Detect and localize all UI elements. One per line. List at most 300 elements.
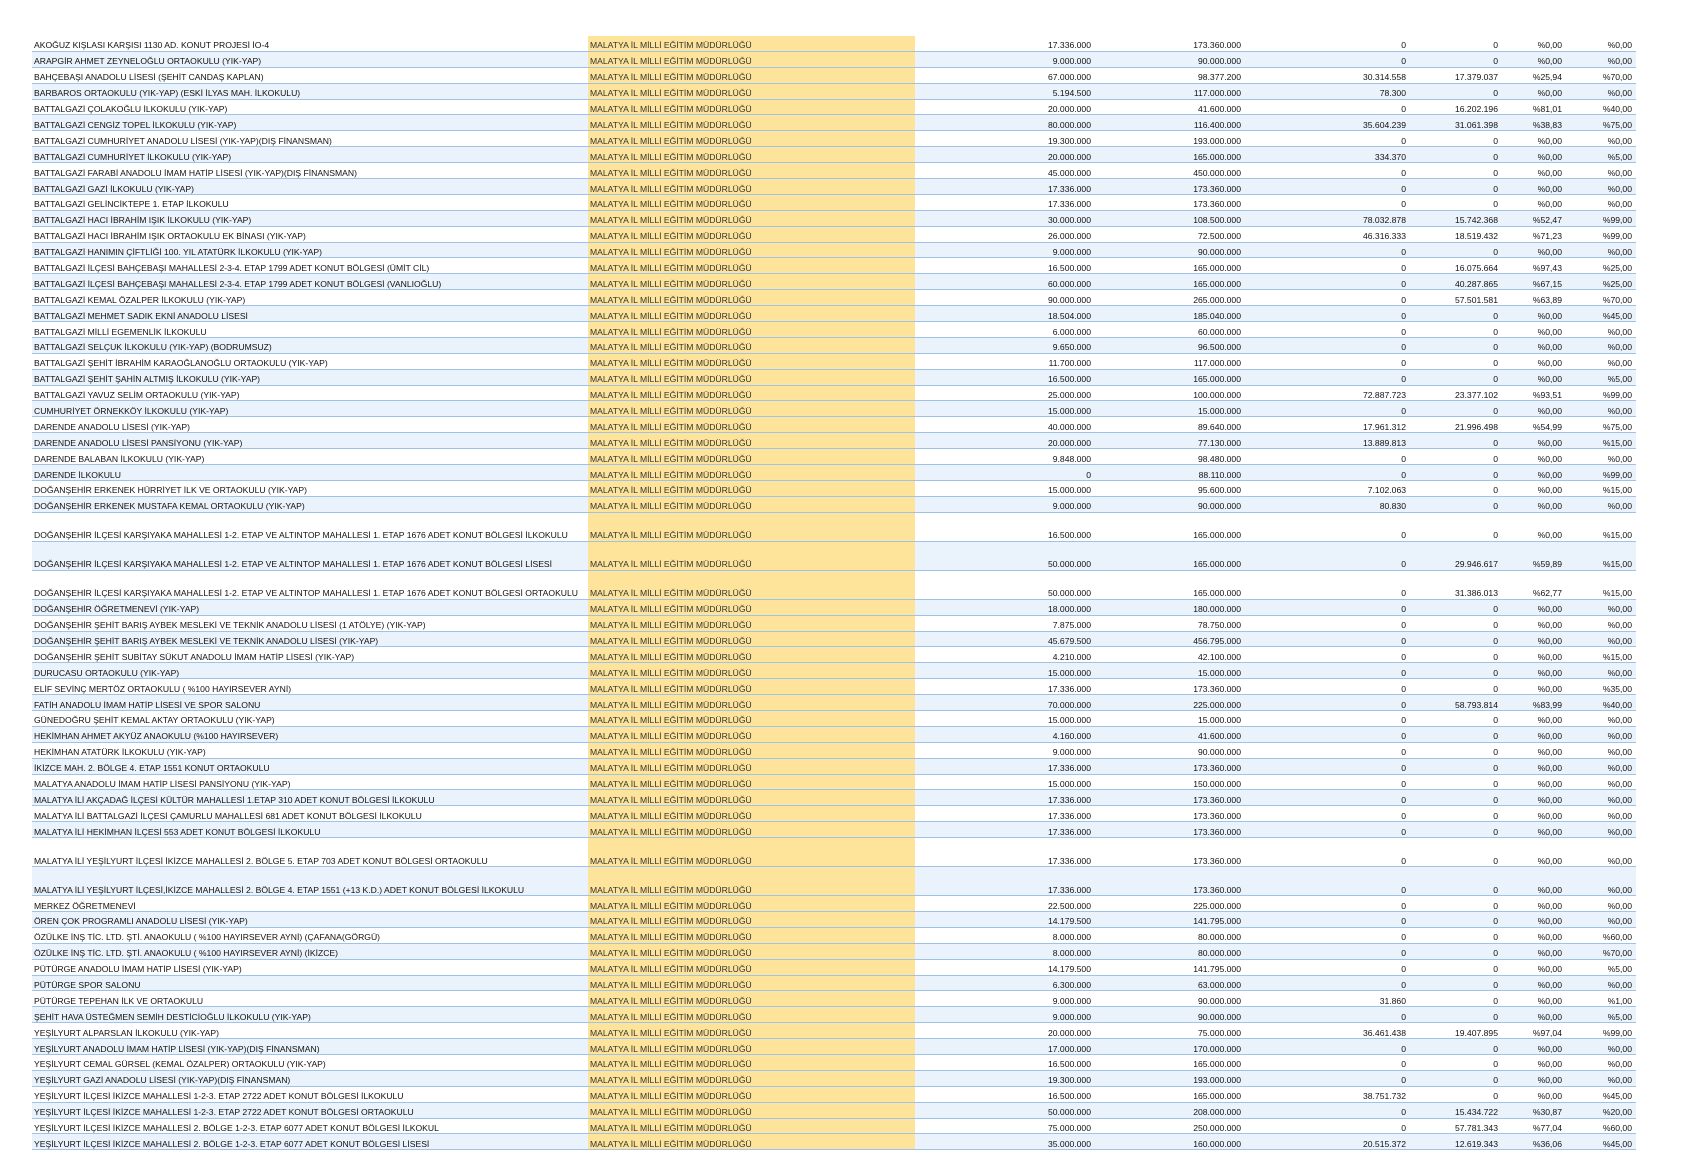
spending-rate-cell: %0,00 [1502,465,1566,481]
table-row [32,774,1636,790]
project-name-cell: İKİZCE MAH. 2. BÖLGE 4. ETAP 1551 KONUT ORTAOKULU [32,758,588,774]
table-row [32,163,1636,179]
project-cost-cell: 180.000.000 [1095,599,1245,615]
organization-cell: MALATYA İL MİLLİ EĞİTİM MÜDÜRLÜĞÜ [588,401,915,417]
current-spending-cell: 16.075.664 [1410,258,1502,274]
project-cost-cell: 165.000.000 [1095,147,1245,163]
allowance-cell: 9.848.000 [915,449,1095,465]
prior-spending-cell: 0 [1245,258,1410,274]
prior-spending-cell: 0 [1245,353,1410,369]
project-cost-cell: 78.750.000 [1095,615,1245,631]
table-row [32,496,1636,512]
organization-cell: MALATYA İL MİLLİ EĞİTİM MÜDÜRLÜĞÜ [588,480,915,496]
allowance-cell: 50.000.000 [915,541,1095,570]
organization-cell: MALATYA İL MİLLİ EĞİTİM MÜDÜRLÜĞÜ [588,774,915,790]
current-spending-cell: 0 [1410,599,1502,615]
physical-progress-cell: %35,00 [1566,679,1636,695]
physical-progress-cell: %0,00 [1566,194,1636,210]
organization-cell: MALATYA İL MİLLİ EĞİTİM MÜDÜRLÜĞÜ [588,210,915,226]
allowance-cell: 14.179.500 [915,959,1095,975]
project-name-cell: BATTALGAZİ HANIMIN ÇİFTLİĞİ 100. YIL ATATÜRK İLKOKULU (YIK-YAP) [32,242,588,258]
project-name-cell: YEŞİLYURT İLÇESİ İKİZCE MAHALLESİ 1-2-3. ETAP 2722 ADET KONUT BÖLGESİ ORTAOKULU [32,1102,588,1118]
project-name-cell: ŞEHİT HAVA ÜSTEĞMEN SEMİH DESTİCİOĞLU İLKOKULU (YIK-YAP) [32,1007,588,1023]
spending-rate-cell: %0,00 [1502,710,1566,726]
allowance-cell: 4.210.000 [915,647,1095,663]
allowance-cell: 45.000.000 [915,163,1095,179]
spending-rate-cell: %71,23 [1502,226,1566,242]
allowance-cell: 17.336.000 [915,867,1095,896]
project-name-cell: BATTALGAZİ ŞEHİT ŞAHİN ALTMIŞ İLKOKULU (YIK-YAP) [32,369,588,385]
spending-rate-cell: %59,89 [1502,541,1566,570]
physical-progress-cell: %0,00 [1566,615,1636,631]
physical-progress-cell: %25,00 [1566,274,1636,290]
project-name-cell: BATTALGAZİ İLÇESİ BAHÇEBAŞI MAHALLESİ 2-3-4. ETAP 1799 ADET KONUT BÖLGESİ (ÜMİT CİL) [32,258,588,274]
spending-rate-cell: %0,00 [1502,369,1566,385]
project-cost-cell: 165.000.000 [1095,570,1245,599]
project-name-cell: HEKİMHAN AHMET AKYÜZ ANAOKULU (%100 HAYIRSEVER) [32,726,588,742]
table-row [32,99,1636,115]
physical-progress-cell: %75,00 [1566,417,1636,433]
allowance-cell: 19.300.000 [915,131,1095,147]
organization-cell: MALATYA İL MİLLİ EĞİTİM MÜDÜRLÜĞÜ [588,433,915,449]
project-cost-cell: 63.000.000 [1095,975,1245,991]
project-cost-cell: 41.600.000 [1095,99,1245,115]
project-cost-cell: 60.000.000 [1095,322,1245,338]
allowance-cell: 25.000.000 [915,385,1095,401]
project-name-cell: MALATYA ANADOLU İMAM HATİP LİSESİ PANSİYONU (YIK-YAP) [32,774,588,790]
project-name-cell: DURUCASU ORTAOKULU (YIK-YAP) [32,663,588,679]
project-name-cell: BATTALGAZİ İLÇESİ BAHÇEBAŞI MAHALLESİ 2-3-4. ETAP 1799 ADET KONUT BÖLGESİ (VANLIOĞLU) [32,274,588,290]
physical-progress-cell: %5,00 [1566,369,1636,385]
organization-cell: MALATYA İL MİLLİ EĞİTİM MÜDÜRLÜĞÜ [588,226,915,242]
allowance-cell: 16.500.000 [915,1086,1095,1102]
spending-rate-cell: %81,01 [1502,99,1566,115]
table-row [32,631,1636,647]
organization-cell: MALATYA İL MİLLİ EĞİTİM MÜDÜRLÜĞÜ [588,911,915,927]
allowance-cell: 70.000.000 [915,695,1095,711]
table-row [32,337,1636,353]
project-cost-cell: 98.377.200 [1095,67,1245,83]
spending-rate-cell: %67,15 [1502,274,1566,290]
current-spending-cell: 0 [1410,774,1502,790]
spending-rate-cell: %0,00 [1502,306,1566,322]
project-cost-cell: 41.600.000 [1095,726,1245,742]
prior-spending-cell: 0 [1245,1102,1410,1118]
physical-progress-cell: %0,00 [1566,131,1636,147]
table-row [32,1054,1636,1070]
spending-rate-cell: %0,00 [1502,337,1566,353]
spending-rate-cell: %0,00 [1502,679,1566,695]
organization-cell: MALATYA İL MİLLİ EĞİTİM MÜDÜRLÜĞÜ [588,1039,915,1055]
current-spending-cell: 0 [1410,1039,1502,1055]
prior-spending-cell: 0 [1245,774,1410,790]
allowance-cell: 0 [915,465,1095,481]
allowance-cell: 20.000.000 [915,1023,1095,1039]
physical-progress-cell: %5,00 [1566,959,1636,975]
table-row [32,1118,1636,1134]
organization-cell: MALATYA İL MİLLİ EĞİTİM MÜDÜRLÜĞÜ [588,742,915,758]
project-cost-cell: 15.000.000 [1095,401,1245,417]
table-row [32,1134,1636,1150]
physical-progress-cell: %45,00 [1566,306,1636,322]
physical-progress-cell: %20,00 [1566,1102,1636,1118]
project-cost-cell: 117.000.000 [1095,83,1245,99]
organization-cell: MALATYA İL MİLLİ EĞİTİM MÜDÜRLÜĞÜ [588,695,915,711]
organization-cell: MALATYA İL MİLLİ EĞİTİM MÜDÜRLÜĞÜ [588,99,915,115]
prior-spending-cell: 0 [1245,242,1410,258]
project-cost-cell: 141.795.000 [1095,911,1245,927]
spending-rate-cell: %0,00 [1502,433,1566,449]
table-row [32,742,1636,758]
table-row [32,1070,1636,1086]
project-cost-cell: 173.360.000 [1095,36,1245,51]
spending-rate-cell: %0,00 [1502,480,1566,496]
allowance-cell: 17.336.000 [915,806,1095,822]
prior-spending-cell: 0 [1245,541,1410,570]
table-row [32,663,1636,679]
prior-spending-cell: 0 [1245,322,1410,338]
allowance-cell: 9.000.000 [915,51,1095,67]
spending-rate-cell: %0,00 [1502,449,1566,465]
spending-rate-cell: %0,00 [1502,512,1566,541]
physical-progress-cell: %0,00 [1566,36,1636,51]
current-spending-cell: 0 [1410,83,1502,99]
organization-cell: MALATYA İL MİLLİ EĞİTİM MÜDÜRLÜĞÜ [588,1086,915,1102]
project-cost-cell: 173.360.000 [1095,758,1245,774]
project-cost-cell: 90.000.000 [1095,51,1245,67]
current-spending-cell: 58.793.814 [1410,695,1502,711]
allowance-cell: 45.679.500 [915,631,1095,647]
allowance-cell: 16.500.000 [915,512,1095,541]
current-spending-cell: 0 [1410,337,1502,353]
project-cost-cell: 193.000.000 [1095,131,1245,147]
project-cost-cell: 72.500.000 [1095,226,1245,242]
allowance-cell: 17.336.000 [915,838,1095,867]
physical-progress-cell: %0,00 [1566,896,1636,912]
physical-progress-cell: %99,00 [1566,210,1636,226]
current-spending-cell: 0 [1410,663,1502,679]
project-name-cell: AKOĞUZ KIŞLASI KARŞISI 1130 AD. KONUT PROJESİ İO-4 [32,36,588,51]
spending-rate-cell: %0,00 [1502,975,1566,991]
physical-progress-cell: %99,00 [1566,465,1636,481]
prior-spending-cell: 0 [1245,274,1410,290]
organization-cell: MALATYA İL MİLLİ EĞİTİM MÜDÜRLÜĞÜ [588,943,915,959]
project-name-cell: MALATYA İLİ HEKİMHAN İLÇESİ 553 ADET KONUT BÖLGESİ İLKOKULU [32,822,588,838]
project-cost-cell: 141.795.000 [1095,959,1245,975]
physical-progress-cell: %60,00 [1566,1118,1636,1134]
current-spending-cell: 31.061.398 [1410,115,1502,131]
table-row [32,83,1636,99]
allowance-cell: 20.000.000 [915,433,1095,449]
organization-cell: MALATYA İL MİLLİ EĞİTİM MÜDÜRLÜĞÜ [588,496,915,512]
prior-spending-cell: 0 [1245,570,1410,599]
table-row [32,480,1636,496]
table-row [32,465,1636,481]
project-name-cell: ELİF SEVİNÇ MERTÖZ ORTAOKULU ( %100 HAYIRSEVER AYNİ) [32,679,588,695]
spending-rate-cell: %0,00 [1502,1054,1566,1070]
table-row [32,570,1636,599]
prior-spending-cell: 13.889.813 [1245,433,1410,449]
physical-progress-cell: %60,00 [1566,927,1636,943]
project-name-cell: BATTALGAZİ GAZİ İLKOKULU (YIK-YAP) [32,179,588,195]
project-name-cell: CUMHURİYET ÖRNEKKÖY İLKOKULU (YIK-YAP) [32,401,588,417]
organization-cell: MALATYA İL MİLLİ EĞİTİM MÜDÜRLÜĞÜ [588,512,915,541]
current-spending-cell: 0 [1410,369,1502,385]
project-cost-cell: 100.000.000 [1095,385,1245,401]
prior-spending-cell: 0 [1245,51,1410,67]
prior-spending-cell: 0 [1245,369,1410,385]
project-name-cell: DARENDE ANADOLU LİSESİ (YIK-YAP) [32,417,588,433]
current-spending-cell: 0 [1410,647,1502,663]
project-name-cell: BATTALGAZİ MEHMET SADIK EKNİ ANADOLU LİSESİ [32,306,588,322]
physical-progress-cell: %15,00 [1566,433,1636,449]
spreadsheet [32,36,1636,1150]
spending-rate-cell: %77,04 [1502,1118,1566,1134]
organization-cell: MALATYA İL MİLLİ EĞİTİM MÜDÜRLÜĞÜ [588,147,915,163]
spending-rate-cell: %0,00 [1502,758,1566,774]
current-spending-cell: 0 [1410,975,1502,991]
physical-progress-cell: %15,00 [1566,647,1636,663]
project-name-cell: ÖZÜLKE İNŞ TİC. LTD. ŞTİ. ANAOKULU ( %100 HAYIRSEVER AYNİ) (ÇAFANA(GÖRGÜ) [32,927,588,943]
prior-spending-cell: 0 [1245,1039,1410,1055]
organization-cell: MALATYA İL MİLLİ EĞİTİM MÜDÜRLÜĞÜ [588,242,915,258]
organization-cell: MALATYA İL MİLLİ EĞİTİM MÜDÜRLÜĞÜ [588,36,915,51]
current-spending-cell: 0 [1410,36,1502,51]
organization-cell: MALATYA İL MİLLİ EĞİTİM MÜDÜRLÜĞÜ [588,959,915,975]
organization-cell: MALATYA İL MİLLİ EĞİTİM MÜDÜRLÜĞÜ [588,67,915,83]
spending-rate-cell: %0,00 [1502,131,1566,147]
project-cost-cell: 96.500.000 [1095,337,1245,353]
allowance-cell: 80.000.000 [915,115,1095,131]
physical-progress-cell: %45,00 [1566,1134,1636,1150]
allowance-cell: 8.000.000 [915,943,1095,959]
allowance-cell: 4.160.000 [915,726,1095,742]
physical-progress-cell: %0,00 [1566,1054,1636,1070]
current-spending-cell: 0 [1410,742,1502,758]
prior-spending-cell: 0 [1245,163,1410,179]
organization-cell: MALATYA İL MİLLİ EĞİTİM MÜDÜRLÜĞÜ [588,274,915,290]
allowance-cell: 17.336.000 [915,679,1095,695]
current-spending-cell: 0 [1410,1054,1502,1070]
organization-cell: MALATYA İL MİLLİ EĞİTİM MÜDÜRLÜĞÜ [588,822,915,838]
spending-rate-cell: %25,94 [1502,67,1566,83]
spending-rate-cell: %0,00 [1502,353,1566,369]
project-cost-cell: 90.000.000 [1095,742,1245,758]
project-name-cell: MALATYA İLİ YEŞİLYURT İLÇESİ,İKİZCE MAHALLESİ 2. BÖLGE 4. ETAP 1551 (+13 K.D.) ADET KONUT BÖLGESİ İLKOKULU [32,867,588,896]
project-name-cell: YEŞİLYURT CEMAL GÜRSEL (KEMAL ÖZALPER) ORTAOKULU (YIK-YAP) [32,1054,588,1070]
project-cost-cell: 90.000.000 [1095,991,1245,1007]
physical-progress-cell: %99,00 [1566,1023,1636,1039]
prior-spending-cell: 0 [1245,290,1410,306]
prior-spending-cell: 0 [1245,306,1410,322]
current-spending-cell: 0 [1410,1007,1502,1023]
current-spending-cell: 18.519.432 [1410,226,1502,242]
spending-rate-cell: %0,00 [1502,401,1566,417]
project-name-cell: DOĞANŞEHİR İLÇESİ KARŞIYAKA MAHALLESİ 1-2. ETAP VE ALTINTOP MAHALLESİ 1. ETAP 1676 ADET KONUT BÖLGESİ İLKOKULU [32,512,588,541]
current-spending-cell: 0 [1410,991,1502,1007]
allowance-cell: 17.336.000 [915,758,1095,774]
project-name-cell: ÖZÜLKE İNŞ TİC. LTD. ŞTİ. ANAOKULU ( %100 HAYIRSEVER AYNİ) (İKİZCE) [32,943,588,959]
project-cost-cell: 450.000.000 [1095,163,1245,179]
project-cost-cell: 150.000.000 [1095,774,1245,790]
table-row [32,226,1636,242]
spending-rate-cell: %36,06 [1502,1134,1566,1150]
physical-progress-cell: %0,00 [1566,449,1636,465]
table-row [32,512,1636,541]
current-spending-cell: 12.619.343 [1410,1134,1502,1150]
project-name-cell: BATTALGAZİ CUMHURİYET İLKOKULU (YIK-YAP) [32,147,588,163]
current-spending-cell: 0 [1410,401,1502,417]
project-name-cell: DOĞANŞEHİR ERKENEK MUSTAFA KEMAL ORTAOKULU (YIK-YAP) [32,496,588,512]
prior-spending-cell: 30.314.558 [1245,67,1410,83]
organization-cell: MALATYA İL MİLLİ EĞİTİM MÜDÜRLÜĞÜ [588,975,915,991]
table-row [32,647,1636,663]
prior-spending-cell: 0 [1245,663,1410,679]
spending-rate-cell: %0,00 [1502,774,1566,790]
organization-cell: MALATYA İL MİLLİ EĞİTİM MÜDÜRLÜĞÜ [588,465,915,481]
organization-cell: MALATYA İL MİLLİ EĞİTİM MÜDÜRLÜĞÜ [588,991,915,1007]
allowance-cell: 50.000.000 [915,1102,1095,1118]
project-name-cell: ÖREN ÇOK PROGRAMLI ANADOLU LİSESİ (YIK-YAP) [32,911,588,927]
physical-progress-cell: %15,00 [1566,480,1636,496]
current-spending-cell: 21.996.498 [1410,417,1502,433]
spending-rate-cell: %0,00 [1502,663,1566,679]
prior-spending-cell: 0 [1245,790,1410,806]
organization-cell: MALATYA İL MİLLİ EĞİTİM MÜDÜRLÜĞÜ [588,322,915,338]
prior-spending-cell: 0 [1245,631,1410,647]
project-cost-cell: 89.640.000 [1095,417,1245,433]
allowance-cell: 19.300.000 [915,1070,1095,1086]
prior-spending-cell: 0 [1245,1070,1410,1086]
project-name-cell: MALATYA İLİ BATTALGAZİ İLÇESİ ÇAMURLU MAHALLESİ 681 ADET KONUT BÖLGESİ İLKOKULU [32,806,588,822]
allowance-cell: 5.194.500 [915,83,1095,99]
current-spending-cell: 23.377.102 [1410,385,1502,401]
organization-cell: MALATYA İL MİLLİ EĞİTİM MÜDÜRLÜĞÜ [588,337,915,353]
spending-rate-cell: %0,00 [1502,599,1566,615]
physical-progress-cell: %0,00 [1566,83,1636,99]
projects-table [32,36,1636,1150]
physical-progress-cell: %45,00 [1566,1086,1636,1102]
spending-rate-cell: %0,00 [1502,163,1566,179]
spending-rate-cell: %0,00 [1502,1039,1566,1055]
spending-rate-cell: %0,00 [1502,1070,1566,1086]
table-row [32,322,1636,338]
physical-progress-cell: %0,00 [1566,790,1636,806]
physical-progress-cell: %0,00 [1566,867,1636,896]
spending-rate-cell: %0,00 [1502,927,1566,943]
project-name-cell: DARENDE İLKOKULU [32,465,588,481]
project-name-cell: FATİH ANADOLU İMAM HATİP LİSESİ VE SPOR SALONU [32,695,588,711]
current-spending-cell: 0 [1410,806,1502,822]
project-name-cell: BATTALGAZİ FARABİ ANADOLU İMAM HATİP LİSESİ (YIK-YAP)(DIŞ FİNANSMAN) [32,163,588,179]
allowance-cell: 16.500.000 [915,258,1095,274]
current-spending-cell: 0 [1410,353,1502,369]
spending-rate-cell: %0,00 [1502,322,1566,338]
spending-rate-cell: %0,00 [1502,959,1566,975]
project-cost-cell: 173.360.000 [1095,867,1245,896]
project-cost-cell: 160.000.000 [1095,1134,1245,1150]
project-cost-cell: 173.360.000 [1095,806,1245,822]
allowance-cell: 17.336.000 [915,790,1095,806]
project-cost-cell: 108.500.000 [1095,210,1245,226]
prior-spending-cell: 0 [1245,695,1410,711]
allowance-cell: 17.336.000 [915,822,1095,838]
table-row [32,417,1636,433]
physical-progress-cell: %0,00 [1566,806,1636,822]
project-cost-cell: 165.000.000 [1095,1054,1245,1070]
spending-rate-cell: %0,00 [1502,242,1566,258]
current-spending-cell: 0 [1410,322,1502,338]
organization-cell: MALATYA İL MİLLİ EĞİTİM MÜDÜRLÜĞÜ [588,369,915,385]
organization-cell: MALATYA İL MİLLİ EĞİTİM MÜDÜRLÜĞÜ [588,1102,915,1118]
organization-cell: MALATYA İL MİLLİ EĞİTİM MÜDÜRLÜĞÜ [588,306,915,322]
project-cost-cell: 42.100.000 [1095,647,1245,663]
prior-spending-cell: 0 [1245,99,1410,115]
table-row [32,790,1636,806]
spending-rate-cell: %0,00 [1502,83,1566,99]
prior-spending-cell: 78.300 [1245,83,1410,99]
current-spending-cell: 0 [1410,959,1502,975]
current-spending-cell: 57.501.581 [1410,290,1502,306]
spending-rate-cell: %0,00 [1502,911,1566,927]
project-name-cell: ARAPGİR AHMET ZEYNELOĞLU ORTAOKULU (YIK-YAP) [32,51,588,67]
organization-cell: MALATYA İL MİLLİ EĞİTİM MÜDÜRLÜĞÜ [588,163,915,179]
current-spending-cell: 0 [1410,790,1502,806]
current-spending-cell: 29.946.617 [1410,541,1502,570]
physical-progress-cell: %5,00 [1566,147,1636,163]
project-cost-cell: 173.360.000 [1095,194,1245,210]
current-spending-cell: 0 [1410,480,1502,496]
current-spending-cell: 0 [1410,679,1502,695]
project-cost-cell: 95.600.000 [1095,480,1245,496]
project-name-cell: DOĞANŞEHİR ÖĞRETMENEVİ (YIK-YAP) [32,599,588,615]
spending-rate-cell: %38,83 [1502,115,1566,131]
table-row [32,927,1636,943]
physical-progress-cell: %99,00 [1566,226,1636,242]
physical-progress-cell: %1,00 [1566,991,1636,1007]
current-spending-cell: 0 [1410,615,1502,631]
project-cost-cell: 88.110.000 [1095,465,1245,481]
current-spending-cell: 0 [1410,1070,1502,1086]
project-name-cell: MALATYA İLİ YEŞİLYURT İLÇESİ İKİZCE MAHALLESİ 2. BÖLGE 5. ETAP 703 ADET KONUT BÖLGESİ ORTAOKULU [32,838,588,867]
table-row [32,1023,1636,1039]
allowance-cell: 15.000.000 [915,663,1095,679]
organization-cell: MALATYA İL MİLLİ EĞİTİM MÜDÜRLÜĞÜ [588,194,915,210]
organization-cell: MALATYA İL MİLLİ EĞİTİM MÜDÜRLÜĞÜ [588,896,915,912]
physical-progress-cell: %40,00 [1566,99,1636,115]
table-row [32,615,1636,631]
project-cost-cell: 165.000.000 [1095,369,1245,385]
project-name-cell: BATTALGAZİ KEMAL ÖZALPER İLKOKULU (YIK-YAP) [32,290,588,306]
project-cost-cell: 165.000.000 [1095,274,1245,290]
prior-spending-cell: 0 [1245,710,1410,726]
spending-rate-cell: %0,00 [1502,726,1566,742]
table-row [32,695,1636,711]
table-row [32,115,1636,131]
allowance-cell: 15.000.000 [915,480,1095,496]
spending-rate-cell: %63,89 [1502,290,1566,306]
allowance-cell: 20.000.000 [915,147,1095,163]
table-body [32,36,1636,1150]
current-spending-cell: 0 [1410,822,1502,838]
organization-cell: MALATYA İL MİLLİ EĞİTİM MÜDÜRLÜĞÜ [588,726,915,742]
organization-cell: MALATYA İL MİLLİ EĞİTİM MÜDÜRLÜĞÜ [588,1118,915,1134]
allowance-cell: 9.000.000 [915,991,1095,1007]
table-row [32,806,1636,822]
organization-cell: MALATYA İL MİLLİ EĞİTİM MÜDÜRLÜĞÜ [588,1070,915,1086]
table-row [32,896,1636,912]
allowance-cell: 40.000.000 [915,417,1095,433]
